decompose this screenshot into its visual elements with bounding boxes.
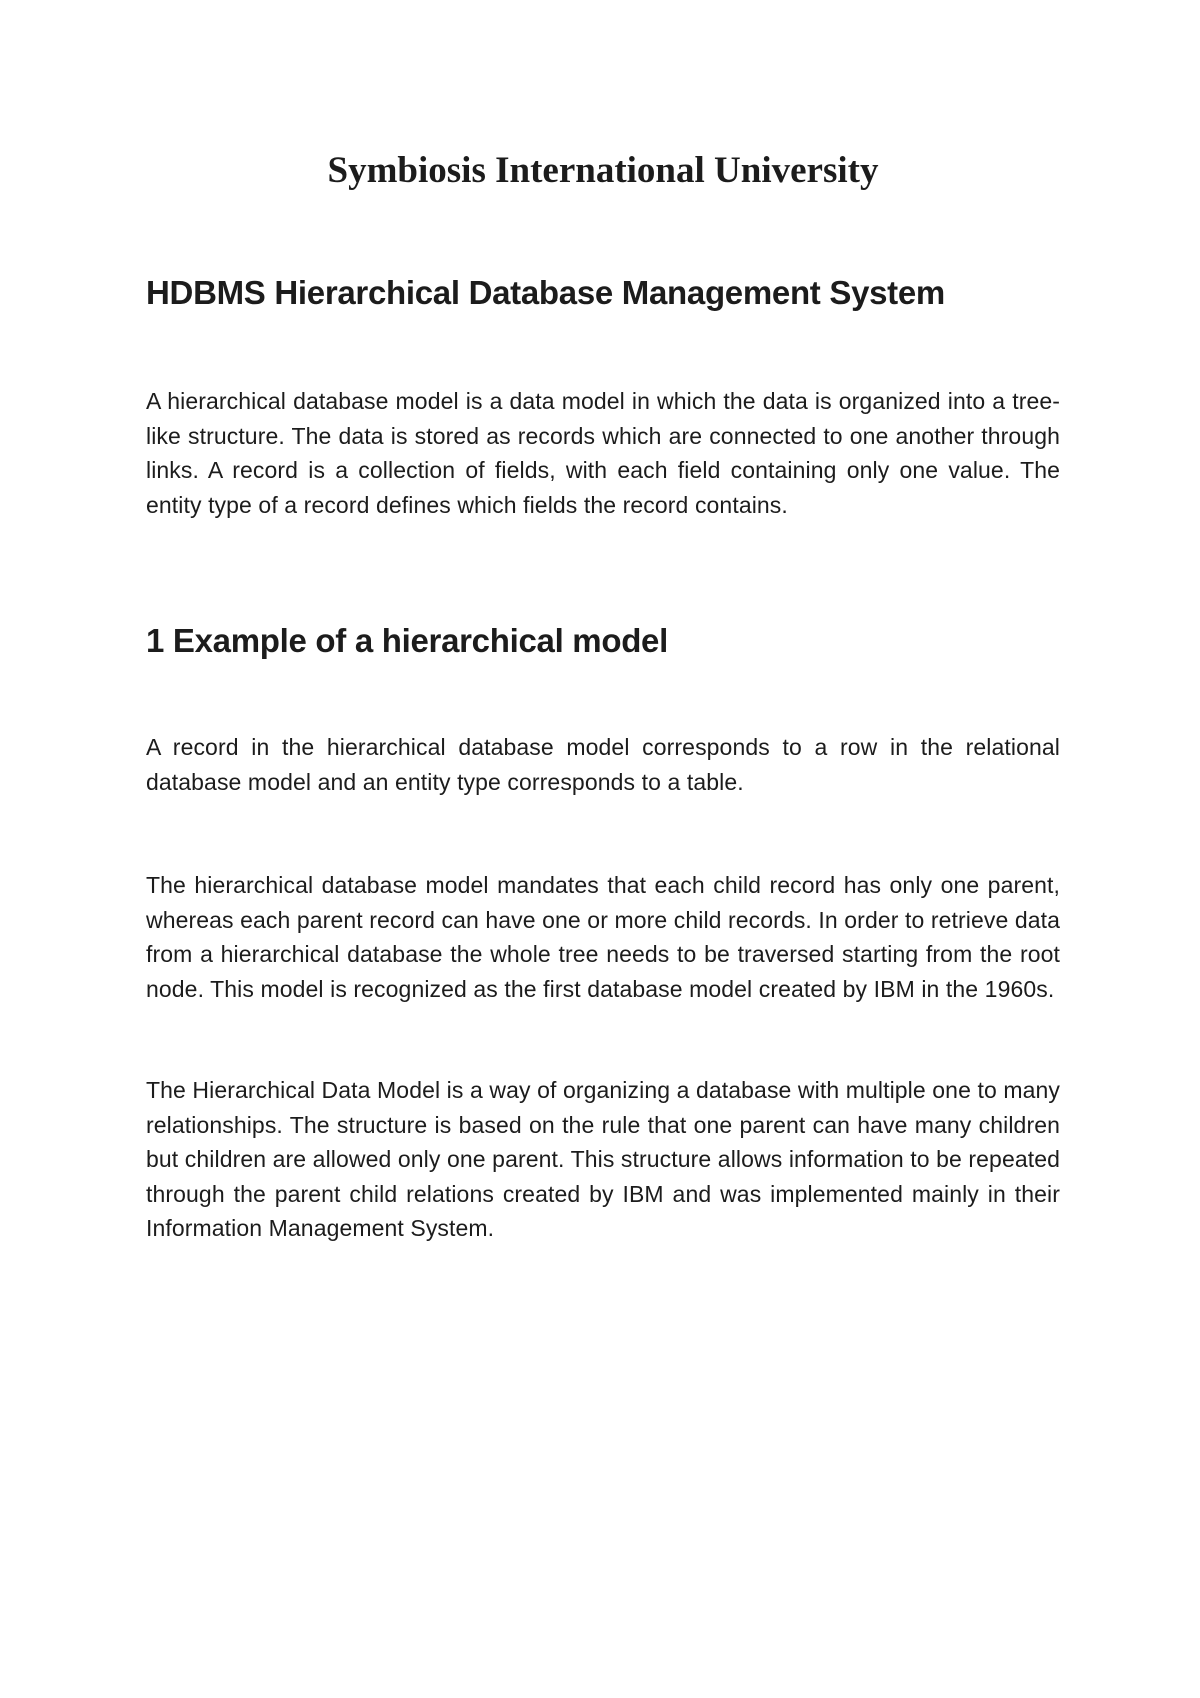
title-block bbox=[146, 148, 1060, 194]
paragraph-data-model: The Hierarchical Data Model is a way of organizing a database with multiple one to many relationships. The structure is based on the rule that one parent can have many children but children are allowed only one parent. This structure allows information to be repeated through the parent child relations created by IBM and was implemented mainly in their Information Management System. bbox=[146, 1077, 1060, 1241]
section-heading-example: 1 Example of a hierarchical model bbox=[146, 622, 668, 659]
paragraph-record-row: A record in the hierarchical database model corresponds to a row in the relational database model and an entity type corresponds to a table. bbox=[146, 734, 1060, 795]
document-title: Symbiosis International University bbox=[327, 150, 879, 191]
paragraph-parent-child: The hierarchical database model mandates that each child record has only one parent, whereas each parent record can have one or more child records. In order to retrieve data from a hierarchical database the whole tree needs to be traversed starting from the root node. This model is recognized as the first database model created by IBM in the 1960s. bbox=[146, 872, 1060, 1002]
main-heading: HDBMS Hierarchical Database Management System bbox=[146, 274, 945, 311]
intro-paragraph: A hierarchical database model is a data model in which the data is organized into a tree-like structure. The data is stored as records which are connected to one another through links. A record is a collection of fields, with each field containing only one value. The entity type of a record defines which fields the record contains. bbox=[146, 388, 1060, 518]
